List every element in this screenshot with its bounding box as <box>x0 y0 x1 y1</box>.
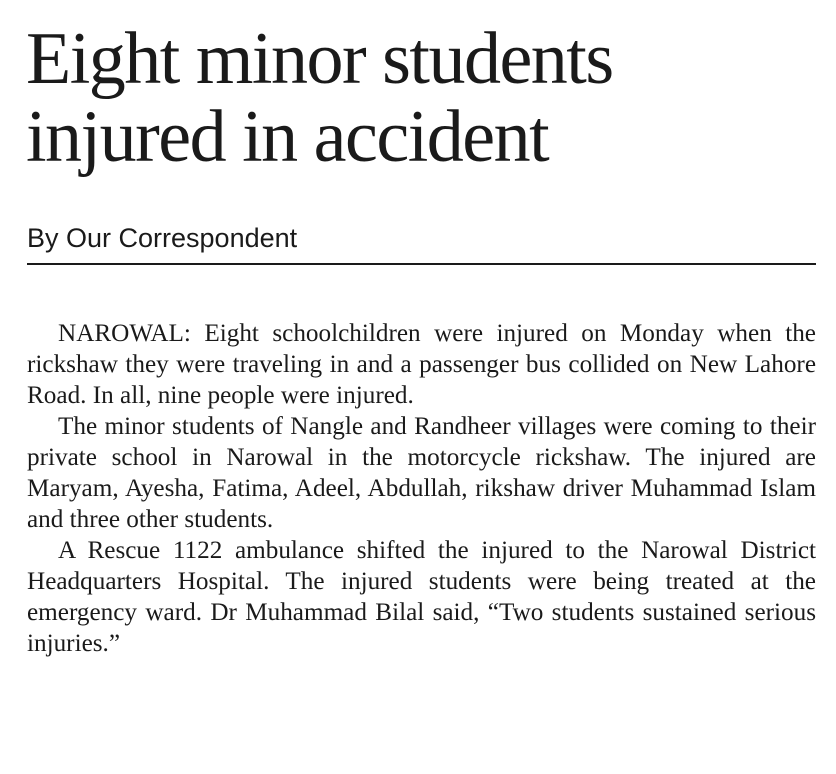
headline-line-2: injured in accident <box>26 96 549 178</box>
byline: By Our Correspondent <box>27 223 298 253</box>
headline-line-1: Eight minor students <box>26 18 613 100</box>
paragraph-1: NAROWAL: Eight schoolchildren were injured on Monday when the rickshaw they were traveling in and a passenger bus collided on New Lahore Road. In all, nine people were injured. <box>27 320 816 409</box>
paragraph-2: The minor students of Nangle and Randheer villages were coming to their private school in Narowal in the motorcycle rickshaw. The injured are Maryam, Ayesha, Fatima, Adeel, Abdullah, rikshaw driver Muhammad Islam and three other students. <box>27 413 816 533</box>
paragraph-3: A Rescue 1122 ambulance shifted the injured to the Narowal District Headquarters Hospital. The injured students were being treated at the emergency ward. Dr Muhammad Bilal said, “Two students sustained serious injuries.” <box>27 537 816 657</box>
byline-divider <box>27 263 816 265</box>
headline <box>26 20 826 176</box>
article-body <box>27 318 816 659</box>
